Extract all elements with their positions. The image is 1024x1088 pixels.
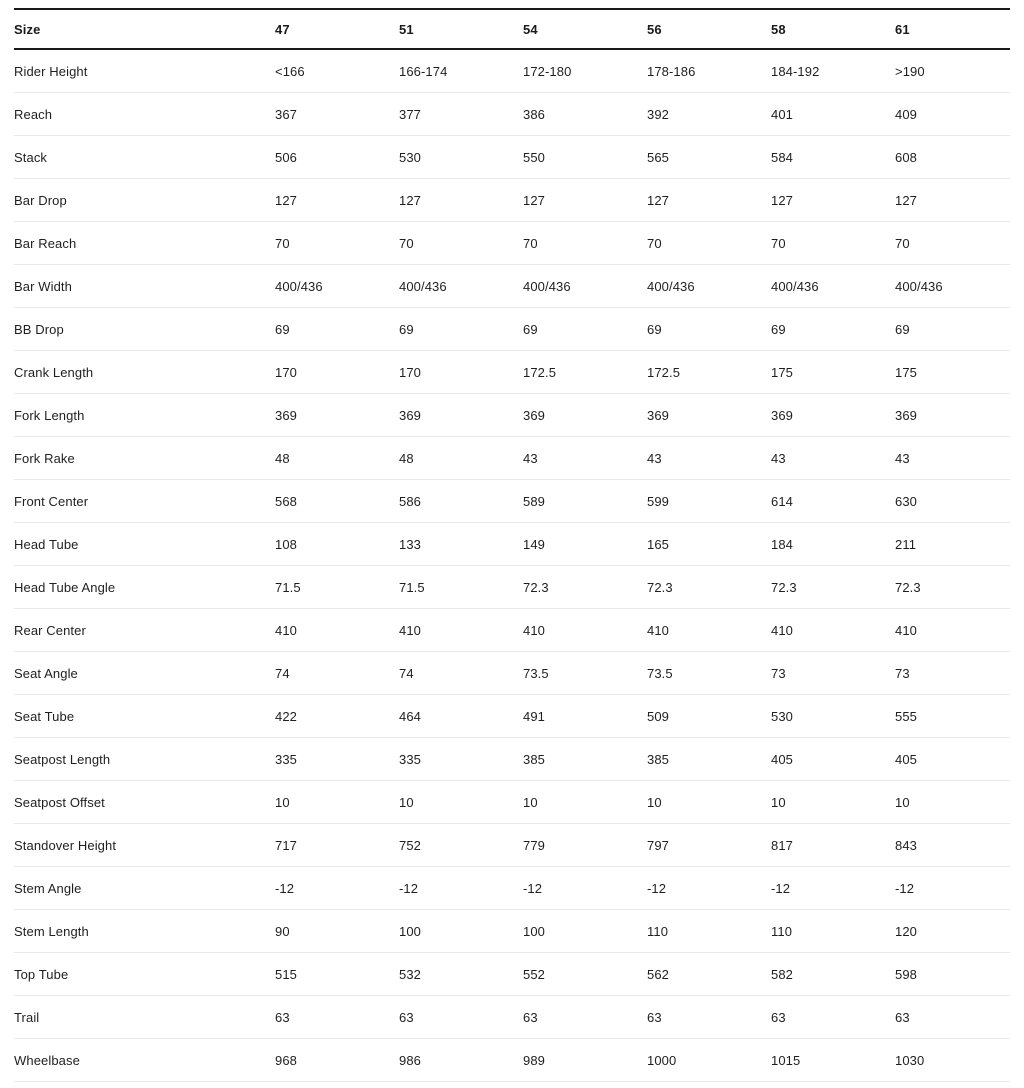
table-row	[14, 824, 1010, 867]
row-label: Standover Height	[14, 837, 117, 853]
cell-value: 986	[399, 1052, 421, 1068]
cell-value: 369	[895, 407, 917, 423]
cell-value: >190	[895, 63, 925, 79]
size-value-header: 61	[895, 21, 910, 37]
cell-value: 550	[523, 149, 545, 165]
cell-value: 779	[523, 837, 545, 853]
size-value-header: 56	[647, 21, 662, 37]
row-label: Seat Angle	[14, 665, 78, 681]
cell-value: 43	[771, 450, 786, 466]
row-label: Rear Center	[14, 622, 86, 638]
cell-value: 149	[523, 536, 545, 552]
cell-value: 72.3	[523, 579, 549, 595]
cell-value: 170	[399, 364, 421, 380]
table-body	[14, 49, 1010, 1082]
row-label: Crank Length	[14, 364, 94, 380]
cell-value: 170	[275, 364, 297, 380]
cell-value: 120	[895, 923, 917, 939]
cell-value: 43	[647, 450, 662, 466]
size-column-header: Size	[14, 21, 41, 37]
cell-value: 74	[399, 665, 414, 681]
table-row	[14, 480, 1010, 523]
cell-value: 48	[399, 450, 414, 466]
cell-value: 72.3	[647, 579, 673, 595]
cell-value: 630	[895, 493, 917, 509]
cell-value: 127	[771, 192, 793, 208]
cell-value: 717	[275, 837, 297, 853]
cell-value: 184-192	[771, 63, 820, 79]
cell-value: 73.5	[647, 665, 673, 681]
cell-value: 797	[647, 837, 669, 853]
cell-value: 843	[895, 837, 917, 853]
cell-value: 172.5	[523, 364, 557, 380]
cell-value: 530	[399, 149, 421, 165]
cell-value: 410	[275, 622, 297, 638]
table-row	[14, 265, 1010, 308]
cell-value: 608	[895, 149, 917, 165]
row-label: Trail	[14, 1009, 40, 1025]
cell-value: 10	[523, 794, 538, 810]
cell-value: 989	[523, 1052, 545, 1068]
table-row	[14, 953, 1010, 996]
cell-value: 565	[647, 149, 669, 165]
cell-value: 63	[771, 1009, 786, 1025]
table-row	[14, 523, 1010, 566]
table-row	[14, 695, 1010, 738]
cell-value: 63	[275, 1009, 290, 1025]
cell-value: 63	[523, 1009, 538, 1025]
cell-value: 410	[399, 622, 421, 638]
cell-value: 509	[647, 708, 669, 724]
table-row	[14, 738, 1010, 781]
cell-value: 133	[399, 536, 421, 552]
cell-value: 70	[895, 235, 910, 251]
table-row	[14, 609, 1010, 652]
row-label: Stack	[14, 149, 48, 165]
cell-value: 10	[895, 794, 910, 810]
cell-value: 72.3	[895, 579, 921, 595]
cell-value: 530	[771, 708, 793, 724]
cell-value: 69	[771, 321, 786, 337]
table-row	[14, 910, 1010, 953]
cell-value: 568	[275, 493, 297, 509]
table-row	[14, 93, 1010, 136]
cell-value: 69	[647, 321, 662, 337]
cell-value: 72.3	[771, 579, 797, 595]
cell-value: 562	[647, 966, 669, 982]
cell-value: 385	[523, 751, 545, 767]
row-label: Stem Angle	[14, 880, 82, 896]
header-row	[14, 9, 1010, 49]
cell-value: 598	[895, 966, 917, 982]
cell-value: 369	[399, 407, 421, 423]
table-row	[14, 1039, 1010, 1082]
cell-value: 43	[523, 450, 538, 466]
cell-value: 400/436	[275, 278, 323, 294]
cell-value: 10	[275, 794, 290, 810]
row-label: BB Drop	[14, 321, 64, 337]
cell-value: 70	[647, 235, 662, 251]
cell-value: 410	[771, 622, 793, 638]
cell-value: 63	[399, 1009, 414, 1025]
row-label: Fork Rake	[14, 450, 75, 466]
cell-value: 377	[399, 106, 421, 122]
cell-value: 400/436	[647, 278, 695, 294]
cell-value: 175	[895, 364, 917, 380]
row-label: Bar Width	[14, 278, 72, 294]
row-label: Seat Tube	[14, 708, 75, 724]
row-label: Front Center	[14, 493, 89, 509]
cell-value: 165	[647, 536, 669, 552]
table-row	[14, 394, 1010, 437]
cell-value: 584	[771, 149, 793, 165]
cell-value: 367	[275, 106, 297, 122]
row-label: Seatpost Offset	[14, 794, 105, 810]
size-value-header: 51	[399, 21, 414, 37]
cell-value: 589	[523, 493, 545, 509]
cell-value: 752	[399, 837, 421, 853]
cell-value: 100	[399, 923, 421, 939]
cell-value: 63	[895, 1009, 910, 1025]
cell-value: 73	[771, 665, 786, 681]
cell-value: 422	[275, 708, 297, 724]
table-row	[14, 179, 1010, 222]
cell-value: 70	[399, 235, 414, 251]
cell-value: 74	[275, 665, 290, 681]
cell-value: <166	[275, 63, 305, 79]
table-row	[14, 437, 1010, 480]
cell-value: 817	[771, 837, 793, 853]
cell-value: 532	[399, 966, 421, 982]
cell-value: 70	[523, 235, 538, 251]
cell-value: 73	[895, 665, 910, 681]
cell-value: 69	[523, 321, 538, 337]
row-label: Top Tube	[14, 966, 69, 982]
table-row	[14, 781, 1010, 824]
cell-value: 100	[523, 923, 545, 939]
row-label: Rider Height	[14, 63, 88, 79]
cell-value: 400/436	[523, 278, 571, 294]
cell-value: 614	[771, 493, 793, 509]
cell-value: -12	[771, 880, 791, 896]
cell-value: 515	[275, 966, 297, 982]
row-label: Bar Drop	[14, 192, 67, 208]
cell-value: 73.5	[523, 665, 549, 681]
cell-value: 178-186	[647, 63, 696, 79]
cell-value: 127	[895, 192, 917, 208]
table-row	[14, 996, 1010, 1039]
cell-value: 386	[523, 106, 545, 122]
cell-value: 1030	[895, 1052, 925, 1068]
size-value-header: 54	[523, 21, 538, 37]
cell-value: 69	[399, 321, 414, 337]
table-row	[14, 222, 1010, 265]
cell-value: 369	[523, 407, 545, 423]
cell-value: 10	[399, 794, 414, 810]
geometry-table	[14, 8, 1010, 1082]
row-label: Stem Length	[14, 923, 89, 939]
cell-value: 10	[771, 794, 786, 810]
cell-value: 175	[771, 364, 793, 380]
cell-value: 69	[275, 321, 290, 337]
cell-value: 968	[275, 1052, 297, 1068]
cell-value: 405	[771, 751, 793, 767]
row-label: Fork Length	[14, 407, 85, 423]
row-label: Head Tube Angle	[14, 579, 116, 595]
cell-value: 335	[275, 751, 297, 767]
cell-value: 599	[647, 493, 669, 509]
cell-value: 127	[647, 192, 669, 208]
row-label: Head Tube	[14, 536, 79, 552]
cell-value: 410	[523, 622, 545, 638]
cell-value: 400/436	[399, 278, 447, 294]
cell-value: -12	[399, 880, 419, 896]
cell-value: 369	[275, 407, 297, 423]
cell-value: 127	[275, 192, 297, 208]
cell-value: 211	[895, 536, 917, 552]
row-label: Reach	[14, 106, 53, 122]
cell-value: 400/436	[771, 278, 819, 294]
cell-value: 552	[523, 966, 545, 982]
cell-value: 48	[275, 450, 290, 466]
cell-value: 582	[771, 966, 793, 982]
cell-value: 110	[771, 923, 793, 939]
cell-value: 401	[771, 106, 793, 122]
cell-value: 409	[895, 106, 917, 122]
cell-value: -12	[275, 880, 295, 896]
cell-value: 110	[647, 923, 669, 939]
cell-value: 70	[275, 235, 290, 251]
size-value-header: 58	[771, 21, 786, 37]
cell-value: 555	[895, 708, 917, 724]
row-label: Seatpost Length	[14, 751, 111, 767]
cell-value: 127	[523, 192, 545, 208]
cell-value: 127	[399, 192, 421, 208]
cell-value: 43	[895, 450, 910, 466]
cell-value: 491	[523, 708, 545, 724]
cell-value: -12	[523, 880, 543, 896]
cell-value: 410	[895, 622, 917, 638]
cell-value: 405	[895, 751, 917, 767]
cell-value: 369	[647, 407, 669, 423]
cell-value: 335	[399, 751, 421, 767]
cell-value: 586	[399, 493, 421, 509]
cell-value: 108	[275, 536, 297, 552]
cell-value: 369	[771, 407, 793, 423]
row-label: Bar Reach	[14, 235, 77, 251]
cell-value: 184	[771, 536, 793, 552]
cell-value: 71.5	[399, 579, 425, 595]
cell-value: 464	[399, 708, 421, 724]
cell-value: -12	[647, 880, 667, 896]
table-row	[14, 136, 1010, 179]
cell-value: 410	[647, 622, 669, 638]
size-value-header: 47	[275, 21, 290, 37]
cell-value: 1000	[647, 1052, 677, 1068]
cell-value: 10	[647, 794, 662, 810]
cell-value: 392	[647, 106, 669, 122]
table-row	[14, 652, 1010, 695]
cell-value: 69	[895, 321, 910, 337]
cell-value: 166-174	[399, 63, 448, 79]
cell-value: 71.5	[275, 579, 301, 595]
table-header	[14, 9, 1010, 49]
cell-value: 400/436	[895, 278, 943, 294]
table-row	[14, 867, 1010, 910]
cell-value: 172.5	[647, 364, 681, 380]
table-row	[14, 566, 1010, 609]
cell-value: 506	[275, 149, 297, 165]
cell-value: 90	[275, 923, 290, 939]
table-row	[14, 49, 1010, 93]
cell-value: -12	[895, 880, 915, 896]
cell-value: 385	[647, 751, 669, 767]
cell-value: 172-180	[523, 63, 572, 79]
table-row	[14, 308, 1010, 351]
row-label: Wheelbase	[14, 1052, 80, 1068]
cell-value: 1015	[771, 1052, 801, 1068]
cell-value: 70	[771, 235, 786, 251]
table-row	[14, 351, 1010, 394]
cell-value: 63	[647, 1009, 662, 1025]
